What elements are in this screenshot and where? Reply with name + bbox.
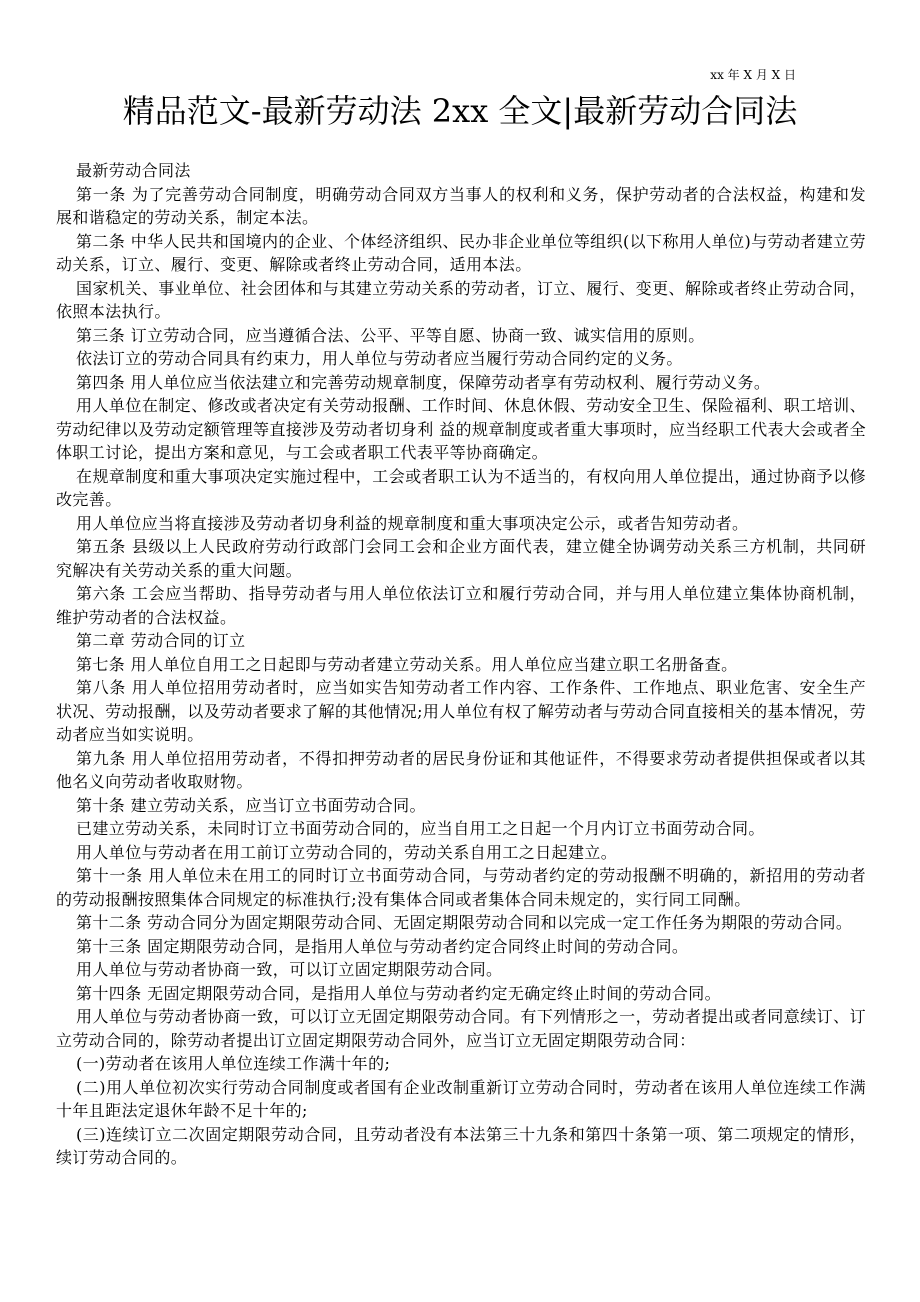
paragraph: 已建立劳动关系，未同时订立书面劳动合同的，应当自用工之日起一个月内订立书面劳动合同。 (76, 819, 765, 838)
list-item: (二)用人单位初次实行劳动合同制度或者国有企业改制重新订立劳动合同时，劳动者在该用人单位连续工作满十年且距法定退休年龄不足十年的; (56, 1077, 866, 1120)
paragraph: 第十二条 劳动合同分为固定期限劳动合同、无固定期限劳动合同和以完成一定工作任务为期限的劳动合同。 (76, 913, 853, 932)
paragraph: 第十四条 无固定期限劳动合同，是指用人单位与劳动者约定无确定终止时间的劳动合同。 (76, 983, 722, 1003)
chapter-heading: 第二章 劳动合同的订立 (76, 631, 246, 650)
document-title: 精品范文-最新劳动法 2xx 全文|最新劳动合同法 (122, 92, 798, 130)
document-body (56, 159, 866, 1170)
paragraph: 用人单位应当将直接涉及劳动者切身利益的规章制度和重大事项决定公示，或者告知劳动者。 (76, 513, 749, 533)
paragraph: 第八条 用人单位招用劳动者时，应当如实告知劳动者工作内容、工作条件、工作地点、职业危害、安全生产状况、劳动报酬，以及劳动者要求了解的其他情况;用人单位有权了解劳动者与劳动合同直接相关的基本情况，劳动者应当如实说明。 (56, 678, 866, 744)
document-date: xx 年 X 月 X 日 (710, 68, 796, 82)
list-item: (三)连续订立二次固定期限劳动合同，且劳动者没有本法第三十九条和第四十条第一项、第二项规定的情形，续订劳动合同的。 (56, 1124, 866, 1167)
paragraph: 第二条 中华人民共和国境内的企业、个体经济组织、民办非企业单位等组织(以下称用人单位)与劳动者建立劳动关系，订立、履行、变更、解除或者终止劳动合同，适用本法。 (56, 231, 866, 274)
list-item: (一)劳动者在该用人单位连续工作满十年的; (76, 1054, 391, 1073)
paragraph: 用人单位与劳动者协商一致，可以订立无固定期限劳动合同。有下列情形之一，劳动者提出或者同意续订、订立劳动合同的，除劳动者提出订立固定期限劳动合同外，应当订立无固定期限劳动合同： (56, 1007, 866, 1050)
paragraph: 第十三条 固定期限劳动合同，是指用人单位与劳动者约定合同终止时间的劳动合同。 (76, 936, 689, 956)
paragraph: 第十条 建立劳动关系，应当订立书面劳动合同。 (76, 795, 426, 815)
paragraph: 第九条 用人单位招用劳动者，不得扣押劳动者的居民身份证和其他证件，不得要求劳动者提供担保或者以其他名义向劳动者收取财物。 (56, 748, 866, 791)
paragraph: 第七条 用人单位自用工之日起即与劳动者建立劳动关系。用人单位应当建立职工名册备查。 (76, 654, 738, 674)
paragraph: 第十一条 用人单位未在用工的同时订立书面劳动合同，与劳动者约定的劳动报酬不明确的，新招用的劳动者的劳动报酬按照集体合同规定的标准执行;没有集体合同或者集体合同未规定的，实行同工同酬。 (56, 866, 866, 909)
paragraph: 依法订立的劳动合同具有约束力，用人单位与劳动者应当履行劳动合同约定的义务。 (76, 349, 683, 368)
paragraph: 在规章制度和重大事项决定实施过程中，工会或者职工认为不适当的，有权向用人单位提出，通过协商予以修改完善。 (56, 466, 866, 509)
paragraph: 用人单位与劳动者协商一致，可以订立固定期限劳动合同。 (76, 960, 503, 979)
section-heading: 最新劳动合同法 (76, 161, 191, 180)
paragraph: 第一条 为了完善劳动合同制度，明确劳动合同双方当事人的权利和义务，保护劳动者的合法权益，构建和发展和谐稳定的劳动关系，制定本法。 (56, 184, 866, 227)
paragraph: 第四条 用人单位应当依法建立和完善劳动规章制度，保障劳动者享有劳动权利、履行劳动义务。 (76, 372, 771, 392)
paragraph: 第五条 县级以上人民政府劳动行政部门会同工会和企业方面代表，建立健全协调劳动关系三方机制，共同研究解决有关劳动关系的重大问题。 (56, 537, 866, 580)
paragraph: 用人单位与劳动者在用工前订立劳动合同的，劳动关系自用工之日起建立。 (76, 842, 618, 862)
paragraph: 用人单位在制定、修改或者决定有关劳动报酬、工作时间、休息休假、劳动安全卫生、保险福利、职工培训、劳动纪律以及劳动定额管理等直接涉及劳动者切身利 益的规章制度或者重大事项时，应当经职工代表大会或者全体职工讨论，提出方案和意见，与工会或者职工代表平等协商确定。 (56, 396, 866, 462)
paragraph: 国家机关、事业单位、社会团体和与其建立劳动关系的劳动者，订立、履行、变更、解除或者终止劳动合同，依照本法执行。 (56, 278, 866, 321)
paragraph: 第三条 订立劳动合同，应当遵循合法、公平、平等自愿、协商一致、诚实信用的原则。 (76, 325, 705, 345)
paragraph: 第六条 工会应当帮助、指导劳动者与用人单位依法订立和履行劳动合同，并与用人单位建立集体协商机制，维护劳动者的合法权益。 (56, 584, 866, 627)
